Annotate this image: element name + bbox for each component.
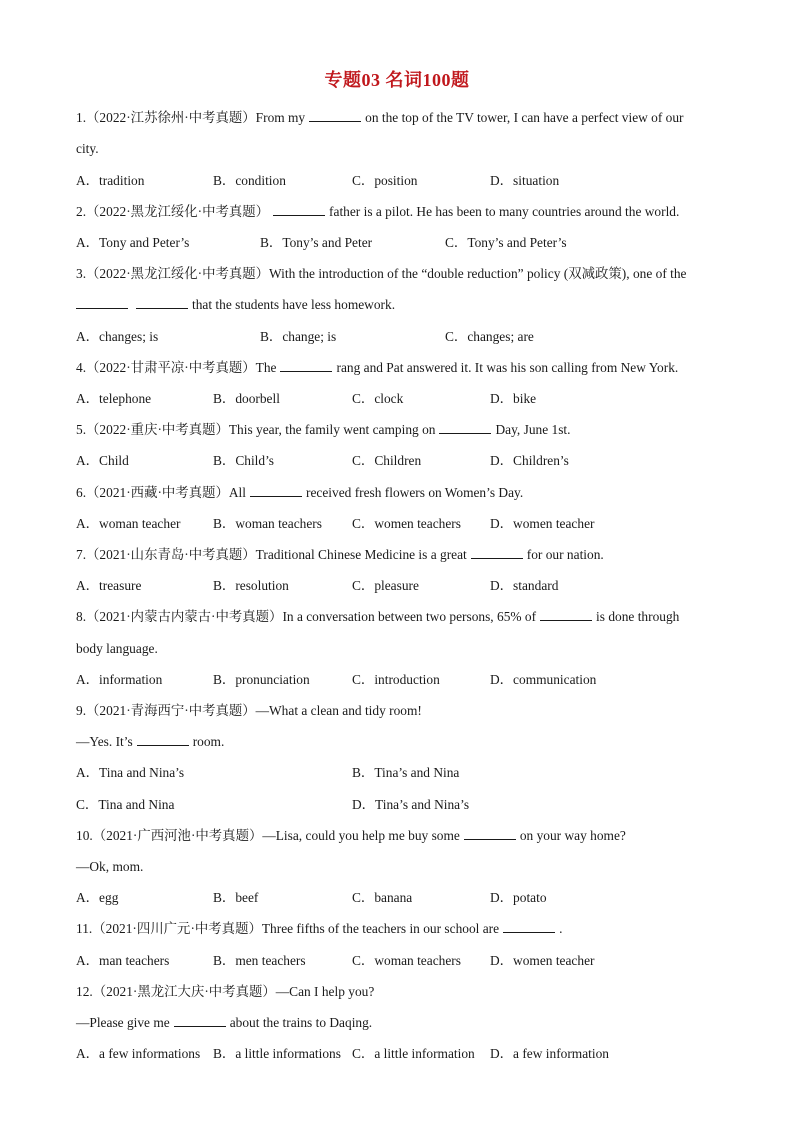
question-3-stem: 3.（2022·黑龙江绥化·中考真题）With the introduction of the “double reduction” policy (双减政策), one of the	[76, 266, 687, 281]
question-3-option-a: A．changes; is	[76, 329, 159, 344]
answer-blank	[174, 1015, 226, 1027]
answer-blank	[464, 828, 516, 840]
question-5-option-c: C．Children	[352, 453, 422, 468]
question-6-option-d: D．women teacher	[490, 516, 595, 531]
question-12-stem: 12.（2021·黑龙江大庆·中考真题）—Can I help you?	[76, 984, 375, 999]
question-2-option-a: A．Tony and Peter’s	[76, 235, 190, 250]
question-10-stem-cont: —Ok, mom.	[76, 859, 144, 874]
question-1-stem: 1.（2022·江苏徐州·中考真题）From my on the top of the TV tower, I can have a perfect view of our	[76, 110, 684, 125]
question-11-option-d: D．women teacher	[490, 953, 595, 968]
question-12-option-d: D．a few information	[490, 1046, 609, 1061]
question-5-option-a: A．Child	[76, 453, 129, 468]
question-1-option-b: B．condition	[213, 173, 286, 188]
question-10-option-d: D．potato	[490, 890, 547, 905]
question-9-stem-cont: —Yes. It’s room.	[76, 734, 225, 749]
question-3-option-b: B．change; is	[260, 329, 337, 344]
question-7-option-c: C．pleasure	[352, 578, 419, 593]
question-2-stem: 2.（2022·黑龙江绥化·中考真题） father is a pilot. He has been to many countries around the world.	[76, 204, 680, 219]
question-4-option-c: C．clock	[352, 391, 404, 406]
question-5-option-b: B．Child’s	[213, 453, 275, 468]
question-1-option-a: A．tradition	[76, 173, 145, 188]
question-12-option-a: A．a few informations	[76, 1046, 201, 1061]
question-9-option-a: A．Tina and Nina’s	[76, 765, 185, 780]
question-8-option-c: C．introduction	[352, 672, 440, 687]
question-10-option-b: B．beef	[213, 890, 259, 905]
question-8-stem: 8.（2021·内蒙古内蒙古·中考真题）In a conversation between two persons, 65% of is done through	[76, 609, 680, 624]
question-7-option-d: D．standard	[490, 578, 559, 593]
question-4-option-d: D．bike	[490, 391, 537, 406]
question-8-option-d: D．communication	[490, 672, 597, 687]
question-6-option-c: C．women teachers	[352, 516, 461, 531]
question-2-option-b: B．Tony’s and Peter	[260, 235, 373, 250]
question-9-stem: 9.（2021·青海西宁·中考真题）—What a clean and tidy room!	[76, 703, 422, 718]
question-3-option-c: C．changes; are	[445, 329, 534, 344]
answer-blank	[137, 734, 189, 746]
answer-blank	[503, 921, 555, 933]
question-8-option-a: A．information	[76, 672, 163, 687]
question-6-stem: 6.（2021·西藏·中考真题）All received fresh flowers on Women’s Day.	[76, 485, 524, 500]
question-9-option-c: C．Tina and Nina	[76, 797, 175, 812]
question-12-option-b: B．a little informations	[213, 1046, 341, 1061]
question-10-option-c: C．banana	[352, 890, 413, 905]
question-1-option-c: C．position	[352, 173, 418, 188]
question-6-option-a: A．woman teacher	[76, 516, 181, 531]
question-12-stem-cont: —Please give me about the trains to Daqing.	[76, 1015, 373, 1030]
answer-blank	[250, 485, 302, 497]
answer-blank	[309, 110, 361, 122]
question-11-option-c: C．woman teachers	[352, 953, 461, 968]
question-11-stem: 11.（2021·四川广元·中考真题）Three fifths of the teachers in our school are .	[76, 921, 563, 936]
question-10-stem: 10.（2021·广西河池·中考真题）—Lisa, could you help me buy some on your way home?	[76, 828, 626, 843]
answer-blank	[280, 360, 332, 372]
answer-blank	[439, 422, 491, 434]
question-2-option-c: C．Tony’s and Peter’s	[445, 235, 567, 250]
question-10-option-a: A．egg	[76, 890, 119, 905]
question-5-stem: 5.（2022·重庆·中考真题）This year, the family went camping on Day, June 1st.	[76, 422, 571, 437]
question-4-option-a: A．telephone	[76, 391, 152, 406]
question-8-stem-cont: body language.	[76, 641, 158, 656]
answer-blank	[471, 547, 523, 559]
answer-blank	[76, 297, 128, 309]
question-6-option-b: B．woman teachers	[213, 516, 322, 531]
answer-blank	[273, 204, 325, 216]
question-12-option-c: C．a little information	[352, 1046, 475, 1061]
question-4-option-b: B．doorbell	[213, 391, 280, 406]
question-9-option-b: B．Tina’s and Nina	[352, 765, 460, 780]
question-3-stem-cont: that the students have less homework.	[76, 296, 395, 314]
question-8-option-b: B．pronunciation	[213, 672, 310, 687]
question-11-option-b: B．men teachers	[213, 953, 306, 968]
question-7-stem: 7.（2021·山东青岛·中考真题）Traditional Chinese Medicine is a great for our nation.	[76, 547, 604, 562]
question-7-option-b: B．resolution	[213, 578, 289, 593]
question-4-stem: 4.（2022·甘肃平凉·中考真题）The rang and Pat answered it. It was his son calling from New York.	[76, 360, 679, 375]
question-11-option-a: A．man teachers	[76, 953, 170, 968]
question-1-stem-cont: city.	[76, 141, 99, 156]
question-9-option-d: D．Tina’s and Nina’s	[352, 797, 470, 812]
question-1-option-d: D．situation	[490, 173, 560, 188]
answer-blank	[540, 609, 592, 621]
page-title: 专题03 名词100题	[324, 70, 470, 90]
question-5-option-d: D．Children’s	[490, 453, 569, 468]
question-7-option-a: A．treasure	[76, 578, 142, 593]
answer-blank	[136, 297, 188, 309]
